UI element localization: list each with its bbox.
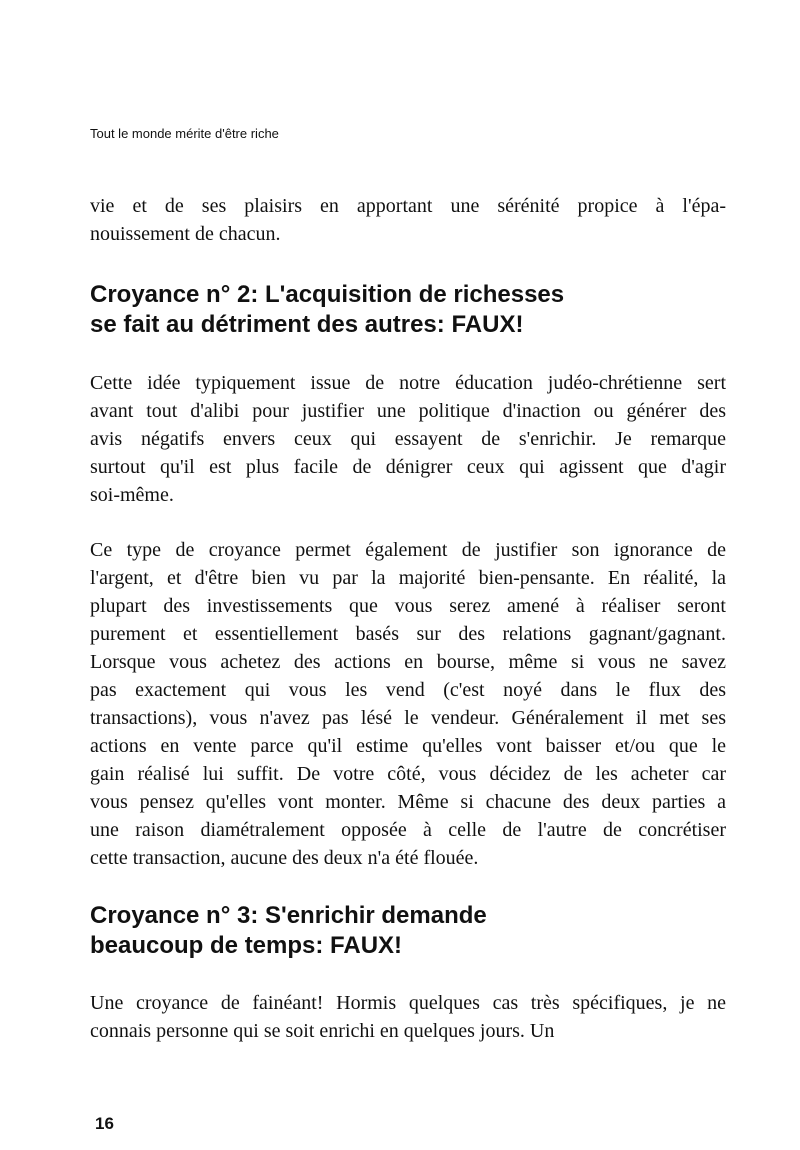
text-line: vie et de ses plaisirs en apportant une sérénité propice à l'épa-: [90, 195, 726, 217]
text-line: connais personne qui se soit enrichi en quelques jours. Un: [90, 1020, 555, 1042]
paragraph-intro: [90, 192, 726, 248]
text-line: cette transaction, aucune des deux n'a été flouée.: [90, 847, 479, 869]
text-line: avant tout d'alibi pour justifier une politique d'inaction ou générer des: [90, 400, 726, 422]
text-line: une raison diamétralement opposée à celle de l'autre de concrétiser: [90, 819, 726, 841]
text-line: surtout qu'il est plus facile de dénigrer ceux qui agissent que d'agir: [90, 456, 726, 478]
text-line: l'argent, et d'être bien vu par la majorité bien-pensante. En réalité, la: [90, 567, 726, 589]
text-line: Une croyance de fainéant! Hormis quelques cas très spécifiques, je ne: [90, 992, 726, 1014]
running-header: Tout le monde mérite d'être riche: [90, 126, 279, 141]
text-line: purement et essentiellement basés sur des relations gagnant/gagnant.: [90, 623, 726, 645]
text-line: gain réalisé lui suffit. De votre côté, vous décidez de les acheter car: [90, 763, 726, 785]
section-heading-belief-2: [90, 280, 726, 340]
page-number: 16: [95, 1114, 114, 1133]
paragraph-belief-3-first: [90, 989, 726, 1045]
paragraph-belief-2-first: [90, 369, 726, 509]
heading-line: se fait au détriment des autres: FAUX!: [90, 311, 524, 338]
text-line: plupart des investissements que vous serez amené à réaliser seront: [90, 595, 726, 617]
text-line: avis négatifs envers ceux qui essayent de s'enrichir. Je remarque: [90, 428, 726, 450]
heading-line: beaucoup de temps: FAUX!: [90, 932, 403, 959]
text-line: Cette idée typiquement issue de notre éducation judéo-chrétienne sert: [90, 372, 726, 394]
heading-line: Croyance n° 3: S'enrichir demande: [90, 902, 487, 929]
paragraph-belief-2-second: [90, 536, 726, 872]
text-line: vous pensez qu'elles vont monter. Même si chacune des deux parties a: [90, 791, 726, 813]
text-line: pas exactement qui vous les vend (c'est noyé dans le flux des: [90, 679, 726, 701]
text-line: transactions), vous n'avez pas lésé le vendeur. Généralement il met ses: [90, 707, 726, 729]
text-line: soi-même.: [90, 484, 174, 506]
heading-line: Croyance n° 2: L'acquisition de richesses: [90, 281, 565, 308]
text-line: Lorsque vous achetez des actions en bourse, même si vous ne savez: [90, 651, 726, 673]
section-heading-belief-3: [90, 901, 726, 961]
text-line: actions en vente parce qu'il estime qu'elles vont baisser et/ou que le: [90, 735, 726, 757]
text-line: Ce type de croyance permet également de justifier son ignorance de: [90, 539, 726, 561]
text-line: nouissement de chacun.: [90, 223, 281, 245]
